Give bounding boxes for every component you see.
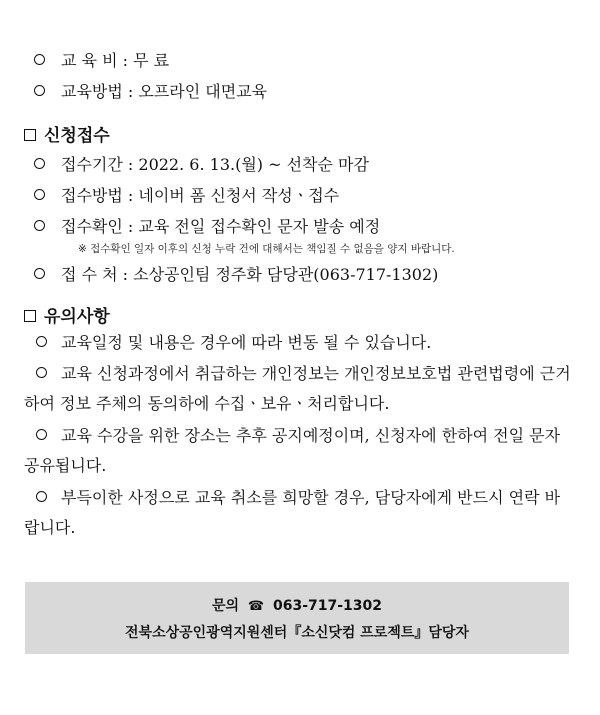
item-fee: 교 육 비 : 무 료 <box>34 48 600 71</box>
circle-bullet-icon <box>34 85 45 96</box>
item-apply-period: 접수기간 : 2022. 6. 13.(월) ~ 선착순 마감 <box>34 152 600 175</box>
notice-item-1 <box>24 328 572 358</box>
inquiry-label: 문의 <box>211 598 240 614</box>
circle-bullet-icon <box>34 268 45 279</box>
circle-bullet-icon <box>34 189 45 200</box>
item-value: 소상공인팀 정주화 담당관(063-717-1302) <box>133 265 439 284</box>
section-title: 신청접수 <box>44 126 110 146</box>
contact-org: 전북소상공인광역지원센터『소신닷컴 프로젝트』담당자 <box>125 625 469 641</box>
notice-item-3 <box>24 421 572 481</box>
notice-text: 교육 신청과정에서 취급하는 개인정보는 개인정보보호법 관련법령에 근거하여 정보 주체의 동의하에 수집ㆍ보유ㆍ처리합니다. <box>24 364 571 413</box>
apply-note: ※ 접수확인 일자 이후의 신청 누락 건에 대해서는 책임질 수 없음을 양지 바랍니다. <box>78 243 455 255</box>
notice-item-4 <box>24 483 572 543</box>
section-heading-apply <box>24 121 600 146</box>
item-value: 2022. 6. 13.(월) ~ 선착순 마감 <box>138 155 369 174</box>
item-method: 교육방법 : 오프라인 대면교육 <box>34 79 600 102</box>
contact-phone: 063-717-1302 <box>272 598 383 614</box>
item-value: 오프라인 대면교육 <box>138 82 268 101</box>
notice-text: 교육 수강을 위한 장소는 추후 공지예정이며, 신청자에 한하여 전일 문자 공유됩니다. <box>24 426 561 475</box>
circle-bullet-icon <box>36 367 47 378</box>
item-value: 네이버 폼 신청서 작성ㆍ접수 <box>138 186 340 205</box>
square-bullet-icon <box>24 129 36 141</box>
item-apply-contact: 접 수 처 : 소상공인팀 정주화 담당관(063-717-1302) <box>34 262 600 285</box>
section-title: 유의사항 <box>44 307 110 327</box>
circle-bullet-icon <box>34 220 45 231</box>
circle-bullet-icon <box>36 336 47 347</box>
circle-bullet-icon <box>34 54 45 65</box>
contact-line <box>25 595 569 615</box>
item-label: 접수확인 <box>61 217 123 236</box>
item-label: 접 수 처 <box>61 265 118 284</box>
circle-bullet-icon <box>36 429 47 440</box>
circle-bullet-icon <box>36 491 47 502</box>
item-apply-method: 접수방법 : 네이버 폼 신청서 작성ㆍ접수 <box>34 183 600 206</box>
item-label: 접수방법 <box>61 186 123 205</box>
item-value: 무 료 <box>133 51 170 70</box>
item-label: 접수기간 <box>61 155 123 174</box>
contact-box <box>25 582 569 654</box>
square-bullet-icon <box>24 310 36 322</box>
item-label: 교 육 비 <box>61 51 118 70</box>
section-heading-notice <box>24 302 600 327</box>
item-apply-confirm: 접수확인 : 교육 전일 접수확인 문자 발송 예정 <box>34 214 600 237</box>
circle-bullet-icon <box>34 158 45 169</box>
item-label: 교육방법 <box>61 82 123 101</box>
notice-item-2 <box>24 359 572 419</box>
phone-icon: ☎ <box>247 599 265 614</box>
notice-text: 교육일정 및 내용은 경우에 따라 변동 될 수 있습니다. <box>61 333 432 352</box>
notice-text: 부득이한 사정으로 교육 취소를 희망할 경우, 담당자에게 반드시 연락 바랍니다. <box>24 488 561 537</box>
item-value: 교육 전일 접수확인 문자 발송 예정 <box>138 217 381 236</box>
